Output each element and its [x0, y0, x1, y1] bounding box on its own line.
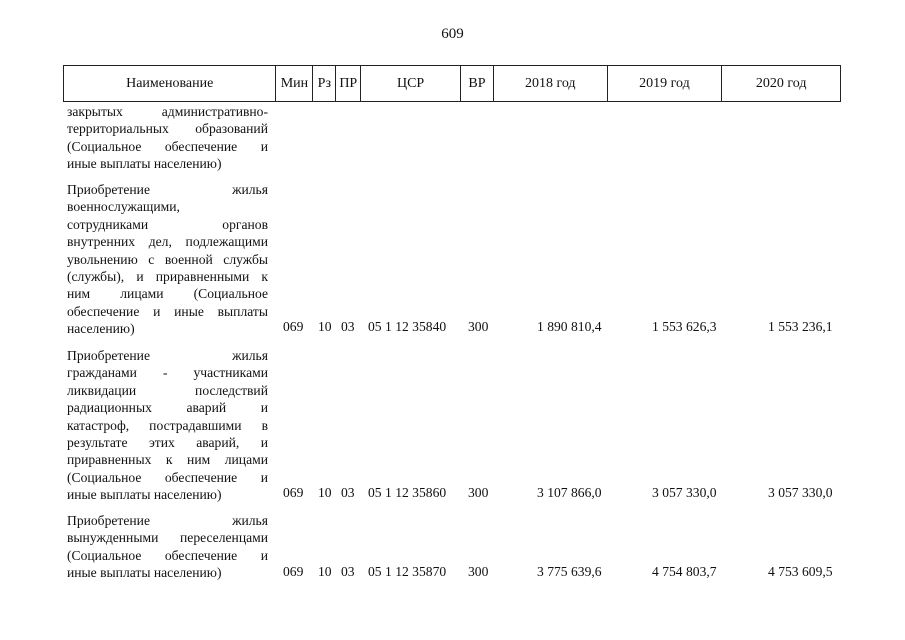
name-line: Приобретение жилья: [67, 182, 268, 197]
cell-2018: 1 890 810,4: [537, 319, 602, 334]
cell-rz: 10: [318, 319, 332, 334]
name-line: приравненных к ним лицами: [67, 452, 268, 468]
cell-2019: 1 553 626,3: [652, 319, 717, 334]
name-line: (службы), и приравненными к: [67, 269, 268, 285]
table-row-name: [67, 512, 268, 582]
name-line: гражданами - участниками: [67, 365, 268, 381]
cell-csr: 05 1 12 35870: [368, 564, 447, 579]
cell-pr: 03: [341, 564, 355, 579]
name-line: иные выплаты населению): [67, 487, 222, 503]
table-row-name: [67, 103, 268, 173]
cell-vr: 300: [468, 485, 489, 500]
cell-pr: 03: [341, 319, 355, 334]
header-year-2019: 2019 год: [608, 66, 723, 101]
cell-2018: 3 107 866,0: [537, 485, 602, 500]
cell-2018: 3 775 639,6: [537, 564, 602, 579]
cell-pr: 03: [341, 485, 355, 500]
name-line: иные выплаты населению): [67, 565, 222, 581]
cell-min: 069: [283, 485, 304, 500]
table-header: [63, 65, 841, 102]
name-line: сотрудниками органов: [67, 216, 268, 232]
cell-csr: 05 1 12 35860: [368, 485, 447, 500]
name-line: (Социальное обеспечение и: [67, 138, 268, 154]
name-line: ликвидации последствий: [67, 382, 268, 398]
cell-vr: 300: [468, 319, 489, 334]
name-line: увольнению с военной службы: [67, 251, 268, 267]
cell-2019: 4 754 803,7: [652, 564, 717, 579]
header-pr: ПР: [336, 66, 361, 101]
name-line: обеспечение и иные выплаты: [67, 303, 268, 319]
table-row-name: [67, 181, 268, 338]
header-min: Мин: [276, 66, 313, 101]
cell-2020: 3 057 330,0: [768, 485, 833, 500]
name-line: (Социальное обеспечение и: [67, 547, 268, 563]
cell-rz: 10: [318, 564, 332, 579]
name-line: результате этих аварий, и: [67, 435, 268, 451]
cell-min: 069: [283, 319, 304, 334]
cell-min: 069: [283, 564, 304, 579]
header-name: Наименование: [64, 66, 276, 101]
table-row-name: [67, 347, 268, 504]
name-line: ним лицами (Социальное: [67, 286, 268, 302]
name-line: закрытых административно-: [67, 104, 268, 119]
header-vr: ВР: [461, 66, 494, 101]
header-year-2018: 2018 год: [494, 66, 608, 101]
name-line: Приобретение жилья: [67, 348, 268, 363]
cell-2019: 3 057 330,0: [652, 485, 717, 500]
name-line: радиационных аварий и: [67, 400, 268, 416]
name-line: территориальных образований: [67, 121, 268, 137]
name-line: иные выплаты населению): [67, 156, 222, 172]
name-line: Приобретение жилья: [67, 513, 268, 528]
name-line: вынужденными переселенцами: [67, 530, 268, 546]
name-line: внутренних дел, подлежащими: [67, 234, 268, 250]
name-line: населению): [67, 321, 135, 337]
cell-2020: 1 553 236,1: [768, 319, 833, 334]
header-year-2020: 2020 год: [755, 75, 807, 91]
cell-2020: 4 753 609,5: [768, 564, 833, 579]
cell-csr: 05 1 12 35840: [368, 319, 447, 334]
name-line: (Социальное обеспечение и: [67, 469, 268, 485]
header-csr: ЦСР: [361, 66, 461, 101]
name-line: катастроф, пострадавшими в: [67, 417, 268, 433]
cell-vr: 300: [468, 564, 489, 579]
header-rz: Рз: [313, 66, 336, 101]
cell-rz: 10: [318, 485, 332, 500]
page-number: 609: [441, 26, 464, 42]
name-line: военнослужащими,: [67, 199, 180, 215]
